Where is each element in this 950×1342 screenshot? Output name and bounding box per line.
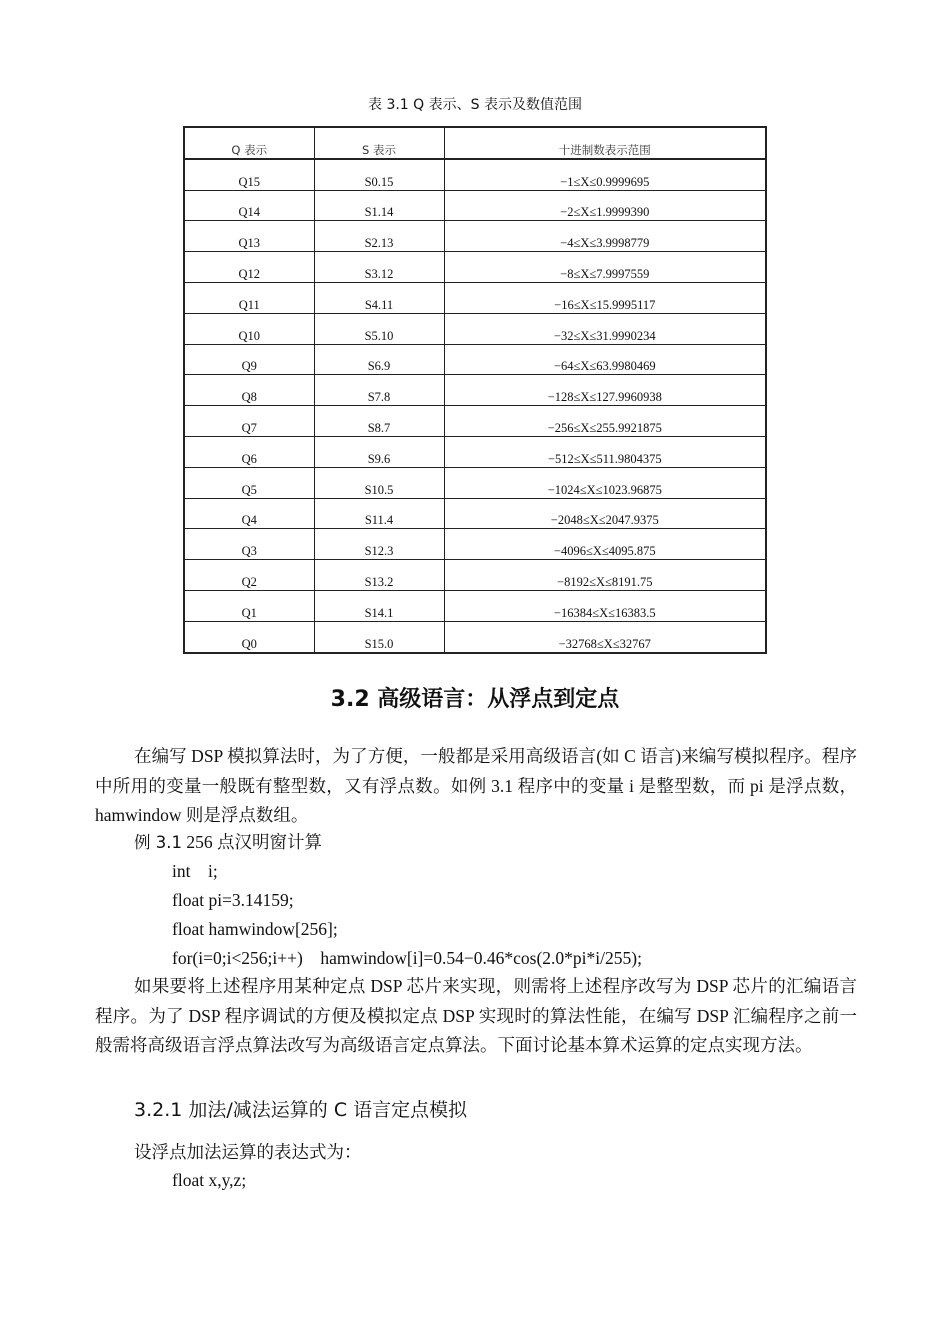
example-label: 例 3.1 (134, 833, 182, 852)
table-row (184, 560, 766, 591)
conversion-paragraph-text: 如果要将上述程序用某种定点 DSP 芯片来实现，则需将上述程序改写为 DSP 芯片的汇编语言程序。为了 DSP 程序调试的方便及模拟定点 DSP 实现时的算法性能，在编写 DSP 汇编程序之前一般需将高级语言浮点算法改写为高级语言定点算法。下面讨论基本算术运算的定点实现方法。 (95, 976, 857, 1055)
q-cell: Q11 (184, 282, 314, 313)
table-row (184, 252, 766, 283)
range-cell: −32768≤X≤32767 (444, 621, 766, 652)
s-cell: S9.6 (314, 436, 444, 467)
q-cell: Q0 (184, 621, 314, 652)
q-cell: Q9 (184, 344, 314, 375)
q-cell: Q4 (184, 498, 314, 529)
q-cell: Q6 (184, 436, 314, 467)
example-heading (134, 829, 322, 856)
q-cell: Q14 (184, 190, 314, 221)
s-cell: S3.12 (314, 252, 444, 283)
table-row (184, 190, 766, 221)
s-cell: S7.8 (314, 375, 444, 406)
subsection-paragraph: 设浮点加法运算的表达式为： (134, 1142, 362, 1162)
code-line: float pi=3.14159; (172, 890, 294, 910)
table-row (184, 436, 766, 467)
range-cell: −32≤X≤31.9990234 (444, 313, 766, 344)
range-cell: −2≤X≤1.9999390 (444, 190, 766, 221)
range-cell: −512≤X≤511.9804375 (444, 436, 766, 467)
s-cell: S2.13 (314, 221, 444, 252)
range-cell: −8192≤X≤8191.75 (444, 560, 766, 591)
table-row (184, 529, 766, 560)
table-row (184, 159, 766, 190)
table-row (184, 590, 766, 621)
range-cell: −4096≤X≤4095.875 (444, 529, 766, 560)
s-cell: S12.3 (314, 529, 444, 560)
table-row (184, 498, 766, 529)
range-cell: −128≤X≤127.9960938 (444, 375, 766, 406)
range-cell: −256≤X≤255.9921875 (444, 406, 766, 437)
table-row (184, 621, 766, 652)
table-caption: 表 3.1 Q 表示、S 表示及数值范围 (368, 97, 582, 113)
s-cell: S11.4 (314, 498, 444, 529)
table-row (184, 344, 766, 375)
code-line: float x,y,z; (172, 1170, 247, 1190)
q-cell: Q13 (184, 221, 314, 252)
q-cell: Q7 (184, 406, 314, 437)
s-cell: S0.15 (314, 159, 444, 190)
q-cell: Q3 (184, 529, 314, 560)
code-line: for(i=0;i<256;i++) hamwindow[i]=0.54−0.46*cos(2.0*pi*i/255); (172, 948, 642, 968)
range-cell: −4≤X≤3.9998779 (444, 221, 766, 252)
header-range: 十进制数表示范围 (444, 127, 766, 159)
s-cell: S8.7 (314, 406, 444, 437)
s-cell: S1.14 (314, 190, 444, 221)
s-cell: S4.11 (314, 282, 444, 313)
example-title: 256 点汉明窗计算 (186, 832, 322, 852)
table-row (184, 221, 766, 252)
q-cell: Q2 (184, 560, 314, 591)
header-q: Q 表示 (184, 127, 314, 159)
table-body (184, 159, 766, 653)
range-cell: −64≤X≤63.9980469 (444, 344, 766, 375)
q-cell: Q15 (184, 159, 314, 190)
s-cell: S5.10 (314, 313, 444, 344)
subsection-title: 3.2.1 加法/减法运算的 C 语言定点模拟 (134, 1099, 468, 1121)
q-cell: Q5 (184, 467, 314, 498)
s-cell: S13.2 (314, 560, 444, 591)
range-cell: −16384≤X≤16383.5 (444, 590, 766, 621)
table-row (184, 375, 766, 406)
conversion-paragraph (95, 972, 857, 1061)
table-row (184, 282, 766, 313)
q-s-range-table (183, 126, 767, 654)
code-line: int i; (172, 861, 218, 881)
range-cell: −1024≤X≤1023.96875 (444, 467, 766, 498)
intro-paragraph (95, 742, 857, 831)
intro-paragraph-text: 在编写 DSP 模拟算法时，为了方便，一般都是采用高级语言(如 C 语言)来编写模拟程序。程序中所用的变量一般既有整型数，又有浮点数。如例 3.1 程序中的变量 i 是整型数，而 pi 是浮点数，hamwindow 则是浮点数组。 (95, 746, 857, 825)
range-cell: −16≤X≤15.9995117 (444, 282, 766, 313)
s-cell: S6.9 (314, 344, 444, 375)
q-cell: Q1 (184, 590, 314, 621)
section-title: 3.2 高级语言：从浮点到定点 (330, 687, 620, 712)
range-cell: −8≤X≤7.9997559 (444, 252, 766, 283)
q-cell: Q12 (184, 252, 314, 283)
range-cell: −2048≤X≤2047.9375 (444, 498, 766, 529)
table-row (184, 467, 766, 498)
range-cell: −1≤X≤0.9999695 (444, 159, 766, 190)
table-row (184, 406, 766, 437)
s-cell: S10.5 (314, 467, 444, 498)
q-cell: Q10 (184, 313, 314, 344)
table-header-row (184, 127, 766, 159)
header-s: S 表示 (314, 127, 444, 159)
code-line: float hamwindow[256]; (172, 919, 338, 939)
q-cell: Q8 (184, 375, 314, 406)
s-cell: S15.0 (314, 621, 444, 652)
s-cell: S14.1 (314, 590, 444, 621)
table-row (184, 313, 766, 344)
